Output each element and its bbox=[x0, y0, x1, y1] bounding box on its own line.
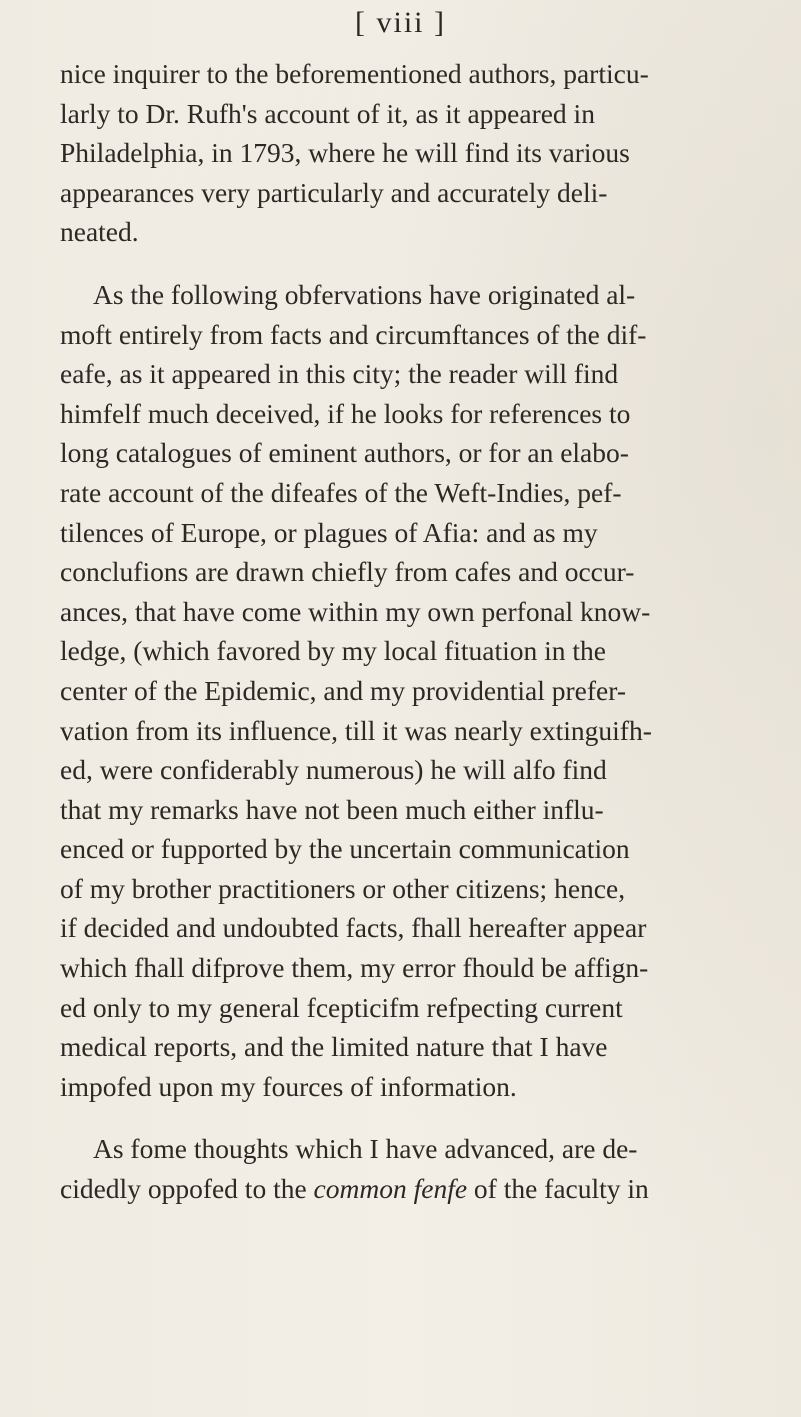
text-line: rate account of the difeafes of the Weft-Indies, pef- bbox=[60, 476, 622, 508]
text-line: ed only to my general fcepticifm refpecting current bbox=[60, 991, 623, 1023]
text-line: moft entirely from facts and circumftances of the dif- bbox=[60, 318, 647, 350]
text-line: ances, that have come within my own perfonal know- bbox=[60, 595, 651, 627]
text-line: tilences of Europe, or plagues of Afia: and as my bbox=[60, 516, 598, 548]
text-line: ed, were confiderably numerous) he will alfo find bbox=[60, 754, 607, 786]
text-line: conclufions are drawn chiefly from cafes and occur- bbox=[60, 556, 635, 588]
paragraph-2 bbox=[60, 275, 790, 1106]
text-line: if decided and undoubted facts, fhall hereafter appear bbox=[60, 912, 647, 944]
text-line: larly to Dr. Rufh's account of it, as it appeared in bbox=[60, 97, 595, 129]
text-line: appearances very particularly and accurately deli- bbox=[60, 176, 608, 208]
text-line: neated. bbox=[60, 216, 139, 248]
body-text bbox=[60, 54, 790, 1209]
text-line: long catalogues of eminent authors, or for an elabo- bbox=[60, 437, 629, 469]
text-line: eafe, as it appeared in this city; the reader will find bbox=[60, 358, 619, 390]
text-line: of my brother practitioners or other citizens; hence, bbox=[60, 872, 626, 904]
text-line bbox=[60, 1169, 790, 1209]
text-line: nice inquirer to the beforementioned authors, particu- bbox=[60, 58, 649, 89]
text-line: vation from its influence, till it was nearly extinguifh- bbox=[60, 714, 652, 746]
page-number: [ viii ] bbox=[355, 6, 446, 39]
paragraph-1 bbox=[60, 54, 790, 252]
text-line: As fome thoughts which I have advanced, are de- bbox=[93, 1133, 638, 1165]
text-line: ledge, (which favored by my local fituation in the bbox=[60, 635, 607, 667]
text-line: himfelf much deceived, if he looks for references to bbox=[60, 397, 631, 429]
text-line: which fhall difprove them, my error fhould be affign- bbox=[60, 952, 649, 984]
text-line: Philadelphia, in 1793, where he will find its various bbox=[60, 137, 630, 169]
italic-phrase: common fenfe bbox=[313, 1173, 468, 1205]
text-run: cidedly oppofed to the bbox=[60, 1173, 314, 1205]
text-run: of the faculty in bbox=[467, 1173, 649, 1205]
text-line: impofed upon my fources of information. bbox=[60, 1070, 517, 1102]
text-line: enced or fupported by the uncertain communication bbox=[60, 833, 630, 865]
text-line: As the following obfervations have originated al- bbox=[93, 278, 636, 310]
text-line: medical reports, and the limited nature that I have bbox=[60, 1031, 608, 1063]
paragraph-3 bbox=[60, 1129, 790, 1208]
text-line: that my remarks have not been much either influ- bbox=[60, 793, 604, 825]
text-line: center of the Epidemic, and my providential prefer- bbox=[60, 674, 627, 706]
